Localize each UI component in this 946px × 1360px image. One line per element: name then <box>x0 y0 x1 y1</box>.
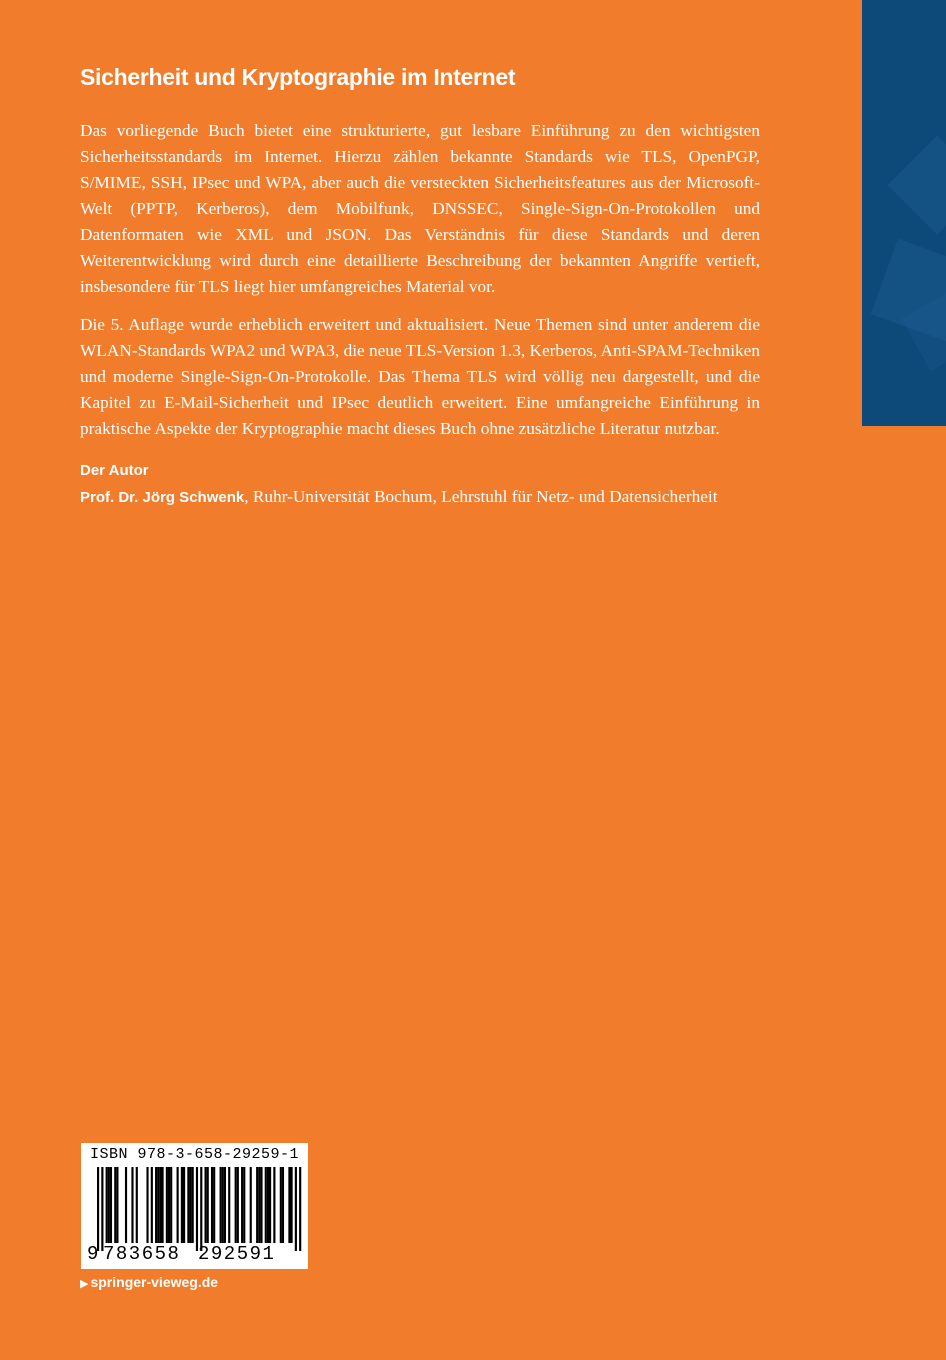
description-paragraph-1: Das vorliegende Buch bietet eine strukturierte, gut lesbare Einführung zu den wichtigsten Sicherheitsstandards im Internet. Hierzu zählen bekannte Standards wie TLS, OpenPGP, S/MIME, SSH, IPsec und WPA, aber auch die versteckten Sicherheitsfeatures aus der Microsoft-Welt (PPTP, Kerberos), dem Mobilfunk, DNSSEC, Single-Sign-On-Protokollen und Datenformaten wie XML und JSON. Das Verständnis für diese Standards und deren Weiterentwicklung wird durch eine detaillierte Beschreibung der bekannten Angriffe vertieft, insbesondere für TLS liegt hier umfangreiches Material vor. <box>80 121 760 296</box>
barcode-bar <box>159 1167 161 1243</box>
barcode-bar <box>280 1167 282 1243</box>
publisher-link[interactable] <box>80 1274 218 1290</box>
author-heading: Der Autor <box>80 462 149 479</box>
description-paragraph-2: Die 5. Auflage wurde erheblich erweitert und aktualisiert. Neue Themen sind unter anderem die WLAN-Standards WPA2 und WPA3, die neue TLS-Version 1.3, Kerberos, Anti-SPAM-Techniken und moderne Single-Sign-On-Protokolle. Das Thema TLS wird völlig neu dargestellt, und die Kapitel zu E-Mail-Sicherheit und IPsec deutlich erweitert. Eine umfangreiche Einführung in praktische Aspekte der Kryptographie macht dieses Buch ohne zusätzliche Literatur nutzbar. <box>80 315 760 438</box>
barcode-bar <box>220 1167 222 1243</box>
barcode-bar <box>295 1167 297 1251</box>
barcode-bar <box>136 1167 138 1243</box>
barcode-bar <box>125 1167 127 1243</box>
barcode-bar <box>196 1167 198 1251</box>
barcode-bar <box>224 1167 226 1243</box>
ean-left-digits: 783658 <box>103 1243 181 1265</box>
barcode-bar <box>291 1167 293 1243</box>
barcode-bar <box>168 1167 170 1243</box>
barcode-bar <box>106 1167 108 1243</box>
barcode-bar <box>116 1167 118 1243</box>
barcode-bar <box>157 1167 159 1243</box>
barcode-bar <box>200 1167 202 1251</box>
barcode-bar <box>211 1167 213 1243</box>
barcode-bar <box>273 1167 275 1243</box>
barcode-bar <box>256 1167 258 1243</box>
barcode-bar <box>192 1167 194 1243</box>
description <box>80 118 760 523</box>
barcode-bar <box>183 1167 185 1243</box>
barcode-bar <box>260 1167 262 1243</box>
arrow-icon: ▶ <box>80 1278 89 1290</box>
barcode-bar <box>235 1167 237 1243</box>
blue-accent-panel <box>862 0 946 426</box>
barcode-bar <box>250 1167 252 1243</box>
barcode-bars <box>81 1167 308 1251</box>
barcode-bar <box>258 1167 260 1243</box>
barcode-bar <box>288 1167 290 1243</box>
publisher-url: springer-vieweg.de <box>90 1274 219 1290</box>
author-info <box>80 484 760 511</box>
barcode-bar <box>189 1167 191 1243</box>
ean-right-digits: 292591 <box>198 1243 276 1265</box>
barcode-bar <box>146 1167 148 1243</box>
barcode-bar <box>177 1167 179 1243</box>
isbn-barcode <box>81 1143 308 1269</box>
barcode-bar <box>162 1167 164 1243</box>
book-title: Sicherheit und Kryptographie im Internet <box>80 64 516 90</box>
barcode-bar <box>101 1167 103 1251</box>
barcode-bar <box>207 1167 209 1243</box>
barcode-bar <box>187 1167 189 1243</box>
barcode-bar <box>237 1167 239 1243</box>
barcode-bar <box>114 1167 116 1243</box>
barcode-bar <box>228 1167 230 1243</box>
barcode-bar <box>213 1167 215 1243</box>
barcode-bar <box>267 1167 269 1243</box>
ean-digits <box>81 1243 308 1267</box>
barcode-bar <box>241 1167 243 1243</box>
barcode-bar <box>282 1167 284 1243</box>
author-name: Prof. Dr. Jörg Schwenk <box>80 489 245 506</box>
barcode-bar <box>269 1167 271 1243</box>
barcode-bar <box>299 1167 301 1251</box>
barcode-bar <box>243 1167 245 1243</box>
barcode-bar <box>222 1167 224 1243</box>
barcode-bar <box>131 1167 133 1243</box>
barcode-bar <box>97 1167 99 1251</box>
decorative-shape <box>888 136 946 235</box>
barcode-bar <box>155 1167 157 1243</box>
ean-first-digit: 9 <box>87 1243 99 1265</box>
isbn-label: ISBN 978-3-658-29259-1 <box>89 1146 300 1163</box>
barcode-bar <box>166 1167 168 1243</box>
barcode-bar <box>151 1167 153 1243</box>
author-affiliation: , Ruhr-Universität Bochum, Lehrstuhl für Netz- und Datensicherheit <box>244 487 718 506</box>
barcode-bar <box>265 1167 267 1243</box>
barcode-bar <box>181 1167 183 1243</box>
barcode-bar <box>108 1167 110 1243</box>
barcode-bar <box>110 1167 112 1243</box>
barcode-bar <box>170 1167 172 1243</box>
barcode-bar <box>205 1167 207 1243</box>
